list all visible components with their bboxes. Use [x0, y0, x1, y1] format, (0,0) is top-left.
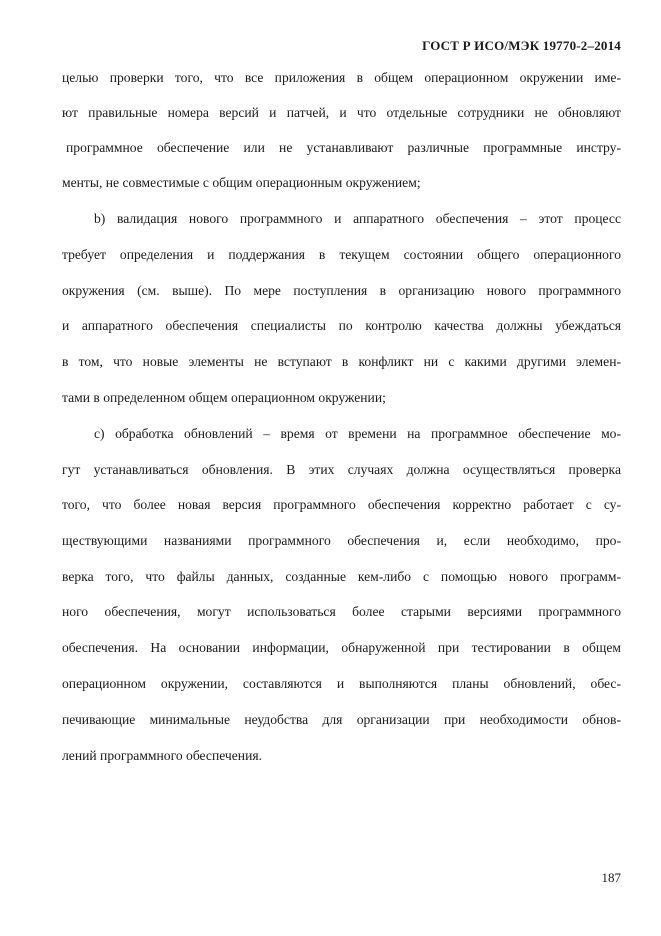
text-line: того, что более новая версия программного обеспечения корректно работает с су- [62, 497, 621, 512]
text-line: окружения (см. выше). По мере поступления в организацию нового программного [62, 283, 621, 298]
text-line: ществующими названиями программного обеспечения и, если необходимо, про- [62, 533, 621, 548]
text-line: лений программного обеспечения. [62, 748, 263, 763]
text-line: требует определения и поддержания в текущем состоянии общего операционного [62, 247, 621, 262]
text-line: с) обработка обновлений – время от времени на программное обеспечение мо- [94, 426, 621, 441]
text-line: ют правильные номера версий и патчей, и что отдельные сотрудники не обновляют [62, 105, 621, 120]
text-line: печивающие минимальные неудобства для организации при необходимости обнов- [62, 712, 621, 727]
text-line: гут устанавливаться обновления. В этих случаях должна осуществляться проверка [62, 462, 621, 477]
text-line: целью проверки того, что все приложения в общем операционном окружении име- [62, 70, 621, 85]
text-line: и аппаратного обеспечения специалисты по контролю качества должны убеждаться [62, 318, 621, 333]
text-line: в том, что новые элементы не вступают в конфликт ни с какими другими элемен- [62, 354, 621, 369]
text-line: операционном окружении, составляются и выполняются планы обновлений, обес- [62, 676, 621, 691]
document-header: ГОСТ Р ИСО/МЭК 19770-2–2014 [422, 38, 621, 53]
text-line: менты, не совместимые с общим операционным окружением; [62, 175, 421, 190]
text-line: программное обеспечение или не устанавливают различные программные инстру- [66, 140, 621, 155]
text-line: ного обеспечения, могут использоваться более старыми версиями программного [62, 604, 621, 619]
text-line: b) валидация нового программного и аппаратного обеспечения – этот процесс [94, 211, 621, 226]
text-line: обеспечения. На основании информации, обнаруженной при тестировании в общем [62, 640, 621, 655]
text-line: верка того, что файлы данных, созданные кем-либо с помощью нового программ- [62, 569, 621, 584]
page-number: 187 [601, 870, 621, 885]
text-line: тами в определенном общем операционном окружении; [62, 390, 386, 405]
